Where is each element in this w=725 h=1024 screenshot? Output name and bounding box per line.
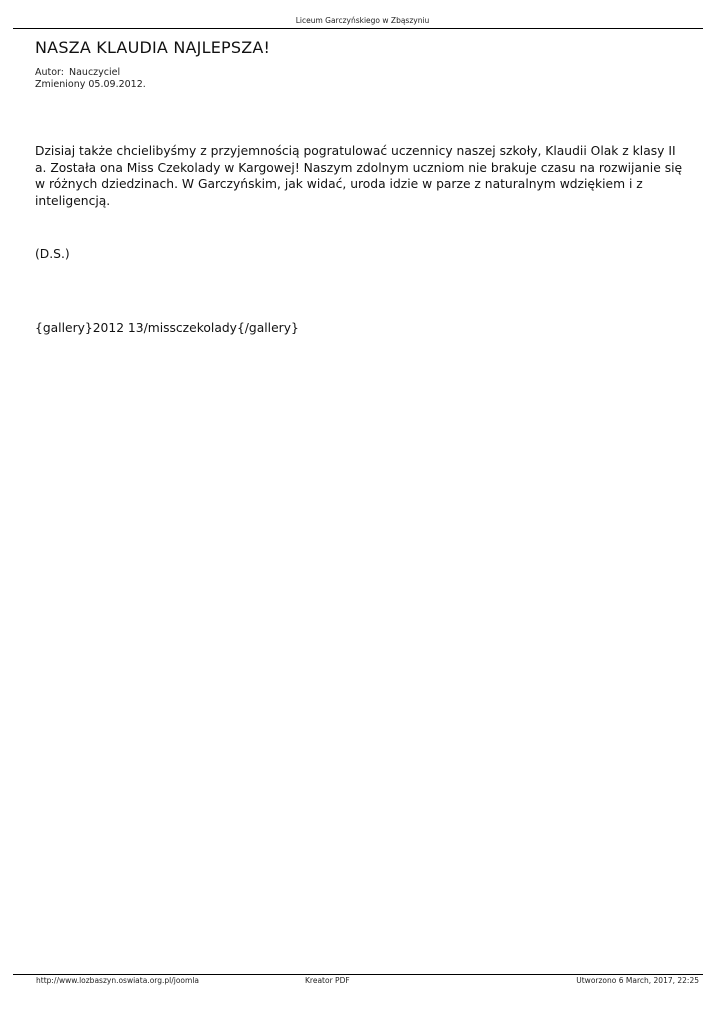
- author-label: Autor:: [35, 67, 64, 78]
- modified-date: Zmieniony 05.09.2012.: [35, 79, 146, 90]
- article-title: NASZA KLAUDIA NAJLEPSZA!: [35, 38, 271, 57]
- author-name: Nauczyciel: [69, 67, 121, 78]
- article-signature: (D.S.): [35, 247, 70, 261]
- footer-created-date: Utworzono 6 March, 2017, 22:25: [576, 976, 699, 985]
- footer-divider: [13, 974, 703, 975]
- header-site-name: Liceum Garczyńskiego w Zbąszyniu: [295, 16, 430, 25]
- footer-url: http://www.lozbaszyn.oswiata.org.pl/joomla: [36, 976, 199, 985]
- author-line: [35, 67, 146, 79]
- article-body-paragraph: Dzisiaj także chcielibyśmy z przyjemnością pogratulować uczennicy naszej szkoły, Klaudii Olak z klasy II a. Została ona Miss Czekolady w Kargowej! Naszym zdolnym uczniom nie brakuje czasu na rozwijanie się w różnych dziedzinach. W Garczyńskim, jak widać, uroda idzie w parze z naturalnym wdziękiem i z inteligencją.: [35, 144, 683, 208]
- header-divider: [13, 28, 703, 29]
- article-meta: [35, 67, 146, 91]
- gallery-placeholder: {gallery}2012 13/missczekolady{/gallery}: [35, 321, 299, 335]
- footer-creator: Kreator PDF: [305, 976, 350, 985]
